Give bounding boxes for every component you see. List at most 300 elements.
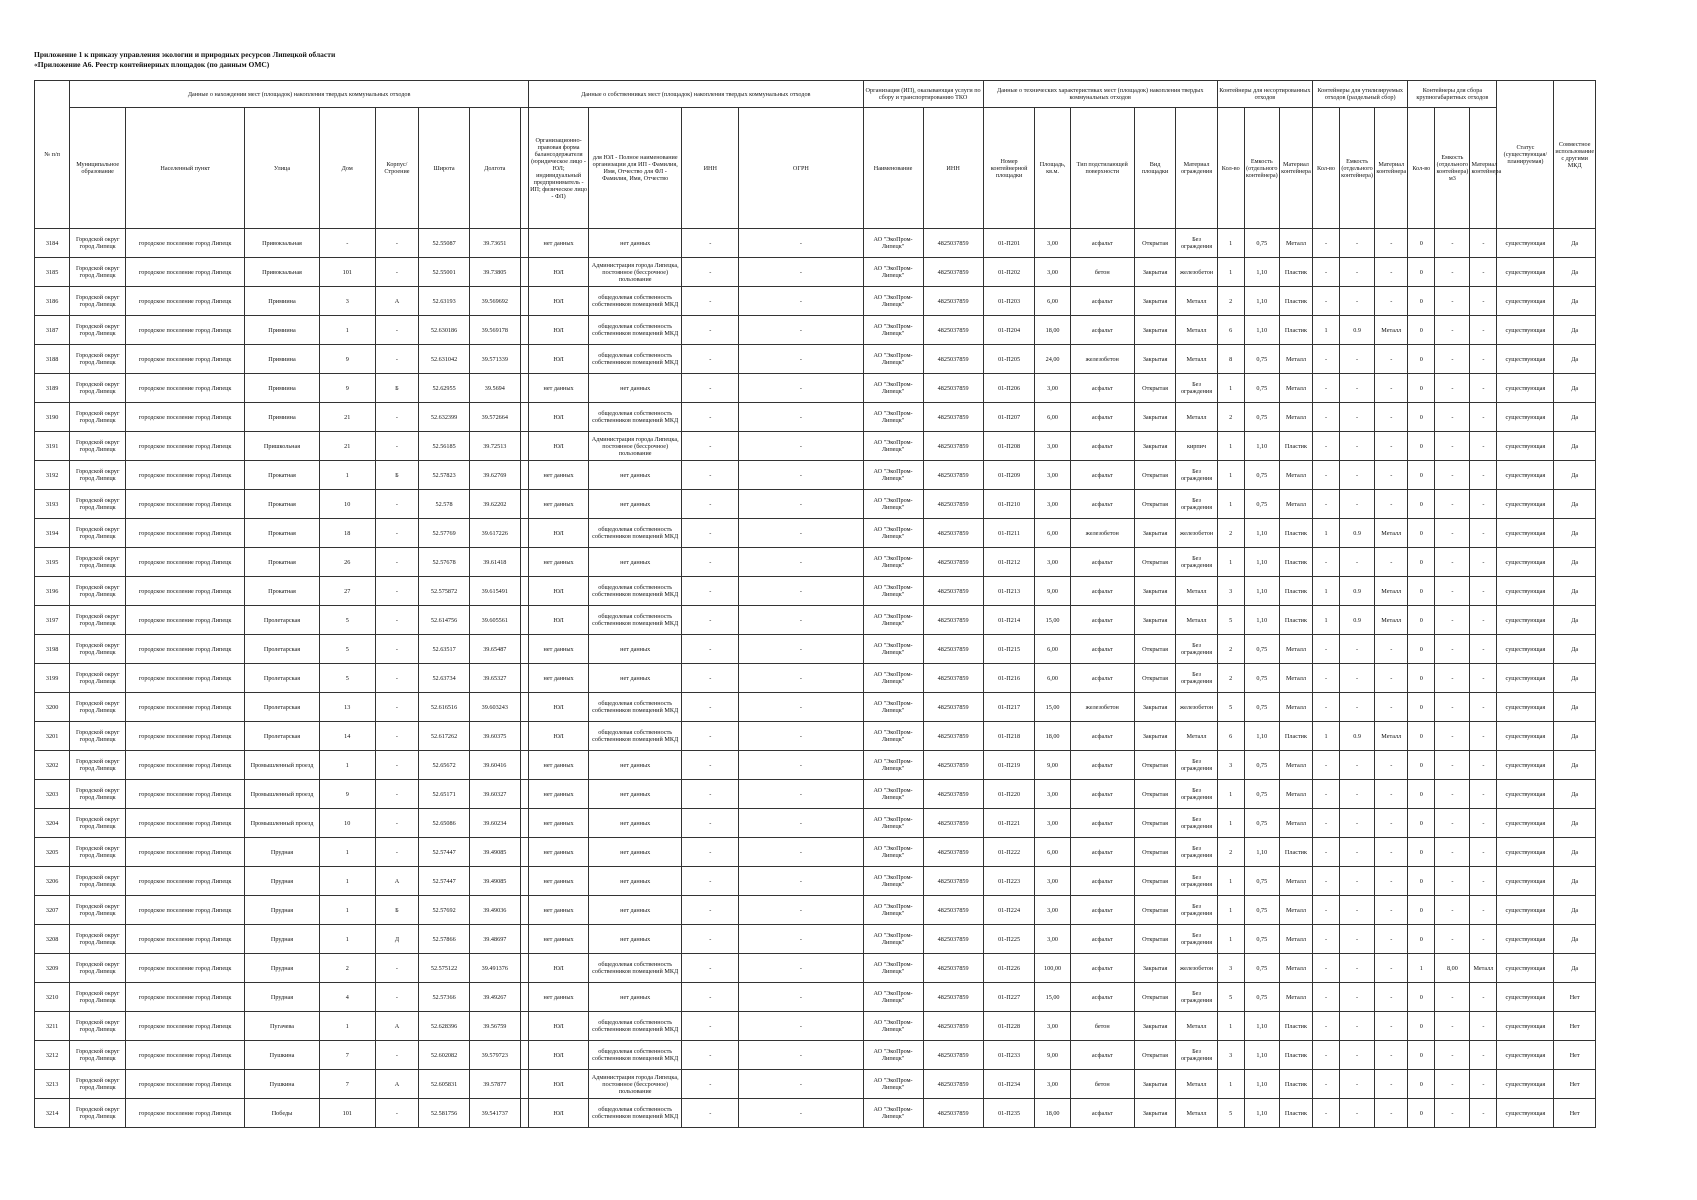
table-cell xyxy=(1408,548,1435,577)
group-header: Данные о собственниках мест (площадок) накопления твердых коммунальных отходов xyxy=(529,81,864,108)
table-cell xyxy=(1375,374,1408,403)
table-cell xyxy=(1176,954,1217,983)
cell-text: 4825037859 xyxy=(937,442,969,450)
cell-text: Пластик xyxy=(1284,326,1307,334)
cell-text: 10 xyxy=(344,819,351,827)
table-cell xyxy=(1176,896,1217,925)
column-header: Материал ограждения xyxy=(1176,108,1217,229)
table-cell xyxy=(1497,403,1554,432)
cell-text: - xyxy=(1482,1109,1485,1117)
table-cell xyxy=(1035,751,1070,780)
cell-text: Да xyxy=(1571,703,1579,711)
column-header: Материал контейнера xyxy=(1470,108,1497,229)
cell-text: асфальт xyxy=(1091,442,1113,450)
cell-text: - xyxy=(1451,848,1454,856)
cell-text: - xyxy=(1390,1080,1393,1088)
cell-text: Городской округ город Липецк xyxy=(75,352,120,366)
cell-text: 4825037859 xyxy=(937,1022,969,1030)
table-cell xyxy=(520,287,528,316)
table-cell xyxy=(1134,664,1175,693)
cell-text: Пластик xyxy=(1284,268,1307,276)
cell-text: Да xyxy=(1571,877,1579,885)
cell-text: 01-П213 xyxy=(998,587,1021,595)
cell-text: 1 xyxy=(1229,906,1233,914)
table-cell xyxy=(1497,490,1554,519)
cell-text: - xyxy=(799,993,802,1001)
table-cell xyxy=(1176,809,1217,838)
cell-text: существующая xyxy=(1505,471,1546,479)
cell-text: Пластик xyxy=(1284,732,1307,740)
table-cell xyxy=(1070,1012,1134,1041)
cell-text: - xyxy=(1482,906,1485,914)
table-cell xyxy=(319,1041,375,1070)
cell-text: 0 xyxy=(1419,529,1423,537)
table-cell xyxy=(1554,316,1596,345)
table-cell xyxy=(1339,1099,1374,1128)
table-cell xyxy=(1244,519,1279,548)
cell-text: А xyxy=(394,877,400,885)
cell-text: Городской округ город Липецк xyxy=(75,1019,120,1033)
cell-text: асфальт xyxy=(1091,732,1113,740)
table-cell xyxy=(1375,809,1408,838)
table-cell xyxy=(520,606,528,635)
cell-text: 39.60375 xyxy=(483,732,507,740)
cell-text: 01-П223 xyxy=(998,877,1021,885)
cell-text: Закрытая xyxy=(1142,268,1168,276)
table-cell xyxy=(70,490,126,519)
table-cell xyxy=(319,432,375,461)
cell-text: Закрытая xyxy=(1142,355,1168,363)
table-cell xyxy=(70,432,126,461)
table-cell xyxy=(923,403,983,432)
cell-text: существующая xyxy=(1505,703,1546,711)
table-cell xyxy=(1435,1041,1470,1070)
table-cell xyxy=(1176,229,1217,258)
cell-text: 3190 xyxy=(45,413,59,421)
table-cell xyxy=(245,635,320,664)
cell-text: Открытая xyxy=(1142,819,1168,827)
cell-text: Пластик xyxy=(1284,616,1307,624)
table-cell xyxy=(739,809,863,838)
table-cell xyxy=(1497,461,1554,490)
table-cell xyxy=(983,1070,1035,1099)
cell-text: общедолевая собственность собственников помещений МКД xyxy=(592,323,679,337)
table-cell xyxy=(1176,316,1217,345)
cell-text: - xyxy=(1356,877,1359,885)
table-cell xyxy=(1339,867,1374,896)
cell-text: 52.616516 xyxy=(430,703,458,711)
table-cell xyxy=(589,461,682,490)
table-cell xyxy=(375,374,418,403)
table-cell xyxy=(923,316,983,345)
cell-text: Да xyxy=(1571,964,1579,972)
table-cell xyxy=(863,896,923,925)
table-cell xyxy=(1375,432,1408,461)
table-cell xyxy=(126,606,245,635)
table-cell xyxy=(529,287,589,316)
table-cell xyxy=(245,287,320,316)
table-cell xyxy=(126,403,245,432)
cell-text: городское поселение город Липецк xyxy=(138,964,232,972)
table-cell xyxy=(589,809,682,838)
cell-text: общедолевая собственность собственников помещений МКД xyxy=(592,961,679,975)
table-cell xyxy=(35,664,70,693)
cell-text: 3 xyxy=(1229,1051,1233,1059)
table-cell xyxy=(1035,635,1070,664)
cell-text: Городской округ город Липецк xyxy=(75,1106,120,1120)
table-cell xyxy=(1035,925,1070,954)
table-cell xyxy=(1313,345,1340,374)
cell-text: - xyxy=(1451,993,1454,1001)
table-cell xyxy=(1435,374,1470,403)
table-cell xyxy=(1470,925,1497,954)
cell-text: - xyxy=(1482,558,1485,566)
table-cell xyxy=(1134,809,1175,838)
table-cell xyxy=(923,1041,983,1070)
table-cell xyxy=(1408,316,1435,345)
cell-text: - xyxy=(799,355,802,363)
cell-text: 39.60234 xyxy=(483,819,507,827)
cell-text: - xyxy=(1324,935,1328,943)
table-cell xyxy=(1435,403,1470,432)
column-header: Корпус/Строение xyxy=(375,108,418,229)
table-cell xyxy=(469,664,520,693)
cell-text: городское поселение город Липецк xyxy=(138,761,232,769)
cell-text: 6,00 xyxy=(1047,413,1058,421)
cell-text: 52.57769 xyxy=(432,529,456,537)
cell-text: А xyxy=(394,1022,400,1030)
table-cell xyxy=(1244,838,1279,867)
cell-text: Металл xyxy=(1186,616,1207,624)
table-cell xyxy=(1279,1041,1312,1070)
cell-text: 01-П217 xyxy=(998,703,1021,711)
table-cell xyxy=(126,519,245,548)
cell-text: Городской округ город Липецк xyxy=(75,729,120,743)
cell-text: нет данных xyxy=(620,384,651,392)
table-cell xyxy=(1217,896,1244,925)
cell-text: 39.603243 xyxy=(481,703,508,711)
table-cell xyxy=(1470,809,1497,838)
table-cell xyxy=(1497,1012,1554,1041)
group-header: Контейнеры для утилизируемых отходов (раздельный сбор) xyxy=(1313,81,1408,108)
cell-text: 0 xyxy=(1419,1051,1423,1059)
table-cell xyxy=(1375,838,1408,867)
table-cell xyxy=(35,809,70,838)
cell-text: 3187 xyxy=(45,326,59,334)
table-cell xyxy=(1244,1041,1279,1070)
table-cell xyxy=(520,1070,528,1099)
cell-text: - xyxy=(1451,500,1454,508)
group-header: Контейнеры для несортированных отходов xyxy=(1217,81,1312,108)
cell-text: 1 xyxy=(345,471,349,479)
table-cell xyxy=(35,258,70,287)
table-cell xyxy=(1408,780,1435,809)
cell-text: - xyxy=(1324,761,1328,769)
cell-text: 52.605831 xyxy=(430,1080,458,1088)
cell-text: 18,00 xyxy=(1045,326,1060,334)
cell-text: - xyxy=(1482,1022,1485,1030)
table-cell xyxy=(1070,1099,1134,1128)
cell-text: 01-П203 xyxy=(998,297,1021,305)
cell-text: Металл xyxy=(1186,1022,1207,1030)
table-cell xyxy=(1176,867,1217,896)
cell-text: 0.9 xyxy=(1353,529,1361,537)
table-cell xyxy=(739,229,863,258)
cell-text: Металл xyxy=(1286,500,1306,508)
table-cell xyxy=(863,867,923,896)
table-cell xyxy=(469,229,520,258)
cell-text: Металл xyxy=(1186,1109,1207,1117)
cell-text: - xyxy=(799,703,802,711)
table-cell xyxy=(589,1099,682,1128)
cell-text: 26 xyxy=(344,558,351,566)
cell-text: 52.65086 xyxy=(432,819,456,827)
table-cell xyxy=(35,896,70,925)
table-cell xyxy=(1339,693,1374,722)
cell-text: ЮЛ xyxy=(553,1080,564,1088)
cell-text: существующая xyxy=(1505,790,1546,798)
table-cell xyxy=(1470,664,1497,693)
cell-text: 1 xyxy=(345,906,349,914)
cell-text: - xyxy=(1324,1080,1328,1088)
column-header: Долгота xyxy=(469,108,520,229)
table-cell xyxy=(739,954,863,983)
cell-text: 0 xyxy=(1419,471,1423,479)
table-cell xyxy=(469,635,520,664)
table-cell xyxy=(983,548,1035,577)
table-cell xyxy=(1408,664,1435,693)
table-cell xyxy=(1313,1012,1340,1041)
table-cell xyxy=(245,1099,320,1128)
table-cell xyxy=(739,287,863,316)
table-cell xyxy=(70,954,126,983)
cell-text: 1 xyxy=(1229,1080,1233,1088)
cell-text: ЮЛ xyxy=(553,587,564,595)
table-cell xyxy=(1035,1012,1070,1041)
cell-text: 1,10 xyxy=(1256,326,1268,334)
table-cell xyxy=(1554,345,1596,374)
cell-text: асфальт xyxy=(1091,674,1113,682)
cell-text: Пластик xyxy=(1284,1051,1307,1059)
cell-text: - xyxy=(1356,993,1359,1001)
table-cell xyxy=(520,519,528,548)
table-cell xyxy=(245,809,320,838)
table-cell xyxy=(319,490,375,519)
table-cell xyxy=(1554,896,1596,925)
cell-text: общедолевая собственность собственников помещений МКД xyxy=(592,526,679,540)
cell-text: АО "ЭкоПром-Липецк" xyxy=(873,468,913,482)
cell-text: существующая xyxy=(1505,355,1546,363)
table-cell xyxy=(1313,664,1340,693)
cell-text: - xyxy=(395,239,398,247)
cell-text: 3197 xyxy=(45,616,59,624)
cell-text: железобетон xyxy=(1179,964,1214,972)
cell-text: АО "ЭкоПром-Липецк" xyxy=(873,352,913,366)
cell-text: 52.575122 xyxy=(430,964,458,972)
column-header: Наименование xyxy=(863,108,923,229)
table-cell xyxy=(1070,751,1134,780)
table-row xyxy=(35,258,1596,287)
cell-text: 3207 xyxy=(45,906,59,914)
table-cell xyxy=(529,577,589,606)
cell-text: асфальт xyxy=(1091,964,1113,972)
table-cell xyxy=(1470,1099,1497,1128)
table-cell xyxy=(1279,403,1312,432)
table-cell xyxy=(1134,867,1175,896)
cell-text: 39.65327 xyxy=(483,674,507,682)
cell-text: Металл xyxy=(1186,326,1207,334)
cell-text: ЮЛ xyxy=(553,297,564,305)
table-cell xyxy=(1244,867,1279,896)
cell-text: 3194 xyxy=(45,529,59,537)
table-cell xyxy=(1035,722,1070,751)
cell-text: - xyxy=(799,819,802,827)
cell-text: Нет xyxy=(1569,1022,1580,1030)
table-cell xyxy=(682,316,739,345)
table-cell xyxy=(1470,896,1497,925)
table-cell xyxy=(70,374,126,403)
table-cell xyxy=(1279,722,1312,751)
cell-text: Да xyxy=(1571,935,1579,943)
table-cell xyxy=(1339,374,1374,403)
cell-text: 3 xyxy=(1229,761,1233,769)
cell-text: 5 xyxy=(345,674,349,682)
cell-text: асфальт xyxy=(1091,587,1113,595)
cell-text: 39.61418 xyxy=(483,558,507,566)
table-cell xyxy=(1134,780,1175,809)
table-cell xyxy=(319,635,375,664)
cell-text: 4825037859 xyxy=(937,558,969,566)
table-cell xyxy=(520,1012,528,1041)
table-cell xyxy=(520,432,528,461)
cell-text: Металл xyxy=(1381,616,1402,624)
table-cell xyxy=(1470,345,1497,374)
table-cell xyxy=(1035,316,1070,345)
cell-text: 0 xyxy=(1419,761,1423,769)
cell-text: - xyxy=(1482,732,1485,740)
table-cell xyxy=(375,403,418,432)
table-cell xyxy=(520,229,528,258)
cell-text: 9 xyxy=(345,384,349,392)
cell-text: Закрытая xyxy=(1142,703,1168,711)
cell-text: асфальт xyxy=(1091,616,1113,624)
table-cell xyxy=(245,1041,320,1070)
table-cell xyxy=(375,229,418,258)
cell-text: 01-П222 xyxy=(998,848,1021,856)
table-cell xyxy=(1134,606,1175,635)
table-cell xyxy=(319,1099,375,1128)
table-cell xyxy=(863,664,923,693)
cell-text: Нет xyxy=(1569,1051,1580,1059)
table-cell xyxy=(1313,780,1340,809)
cell-text: существующая xyxy=(1505,442,1546,450)
cell-text: существующая xyxy=(1505,848,1546,856)
cell-text: Закрытая xyxy=(1142,587,1168,595)
cell-text: нет данных xyxy=(543,877,574,885)
cell-text: Без ограждения xyxy=(1180,555,1213,569)
table-cell xyxy=(682,809,739,838)
table-cell xyxy=(1375,519,1408,548)
cell-text: - xyxy=(1482,413,1485,421)
cell-text: 39.617226 xyxy=(481,529,508,537)
cell-text: 39.579723 xyxy=(481,1051,508,1059)
table-cell xyxy=(1279,954,1312,983)
cell-text: 52.65672 xyxy=(432,761,456,769)
table-cell xyxy=(1279,461,1312,490)
table-cell xyxy=(1217,577,1244,606)
table-cell xyxy=(1497,838,1554,867)
table-cell xyxy=(1497,432,1554,461)
table-cell xyxy=(1435,954,1470,983)
cell-text: 39.62769 xyxy=(483,471,507,479)
table-cell xyxy=(682,1012,739,1041)
cell-text: 0 xyxy=(1419,703,1423,711)
cell-text: АО "ЭкоПром-Липецк" xyxy=(873,381,913,395)
cell-text: Металл xyxy=(1286,993,1306,1001)
table-cell xyxy=(739,896,863,925)
table-cell xyxy=(1134,751,1175,780)
table-cell xyxy=(529,809,589,838)
table-cell xyxy=(589,490,682,519)
cell-text: - xyxy=(709,761,712,769)
cell-text: общедолевая собственность собственников помещений МКД xyxy=(592,1106,679,1120)
cell-text: Пластик xyxy=(1284,297,1307,305)
cell-text: 18 xyxy=(344,529,351,537)
table-cell xyxy=(70,867,126,896)
cell-text: Пришкольная xyxy=(263,442,301,450)
header-line-2: «Приложение А6. Реестр контейнерных площадок (по данным ОМС) xyxy=(34,60,270,69)
cell-text: Городской округ город Липецк xyxy=(75,903,120,917)
table-cell xyxy=(682,345,739,374)
table-cell xyxy=(1375,925,1408,954)
table-cell xyxy=(1408,867,1435,896)
table-cell xyxy=(1375,548,1408,577)
table-cell xyxy=(1408,606,1435,635)
table-cell xyxy=(983,1041,1035,1070)
cell-text: - xyxy=(1356,703,1359,711)
cell-text: Закрытая xyxy=(1142,529,1168,537)
table-cell xyxy=(1244,287,1279,316)
cell-text: Промышленный проезд xyxy=(250,790,314,798)
cell-text: АО "ЭкоПром-Липецк" xyxy=(873,903,913,917)
table-cell xyxy=(1134,954,1175,983)
table-cell xyxy=(245,229,320,258)
table-cell xyxy=(923,722,983,751)
cell-text: - xyxy=(1390,790,1393,798)
cell-text: АО "ЭкоПром-Липецк" xyxy=(873,961,913,975)
cell-text: АО "ЭкоПром-Липецк" xyxy=(873,932,913,946)
cell-text: 6,00 xyxy=(1047,645,1058,653)
table-cell xyxy=(1035,809,1070,838)
cell-text: - xyxy=(1324,848,1328,856)
cell-text: 0 xyxy=(1419,587,1423,595)
cell-text: 101 xyxy=(342,268,352,276)
table-cell xyxy=(375,867,418,896)
table-cell xyxy=(1217,490,1244,519)
table-cell xyxy=(126,1012,245,1041)
cell-text: 3191 xyxy=(45,442,59,450)
cell-text: - xyxy=(1356,297,1359,305)
table-cell xyxy=(35,722,70,751)
cell-text: 3192 xyxy=(45,471,59,479)
cell-text: нет данных xyxy=(620,790,651,798)
cell-text: АО "ЭкоПром-Липецк" xyxy=(873,236,913,250)
registry-table xyxy=(34,80,1596,1128)
table-cell xyxy=(1470,780,1497,809)
table-cell xyxy=(682,229,739,258)
table-cell xyxy=(70,519,126,548)
table-cell xyxy=(739,780,863,809)
